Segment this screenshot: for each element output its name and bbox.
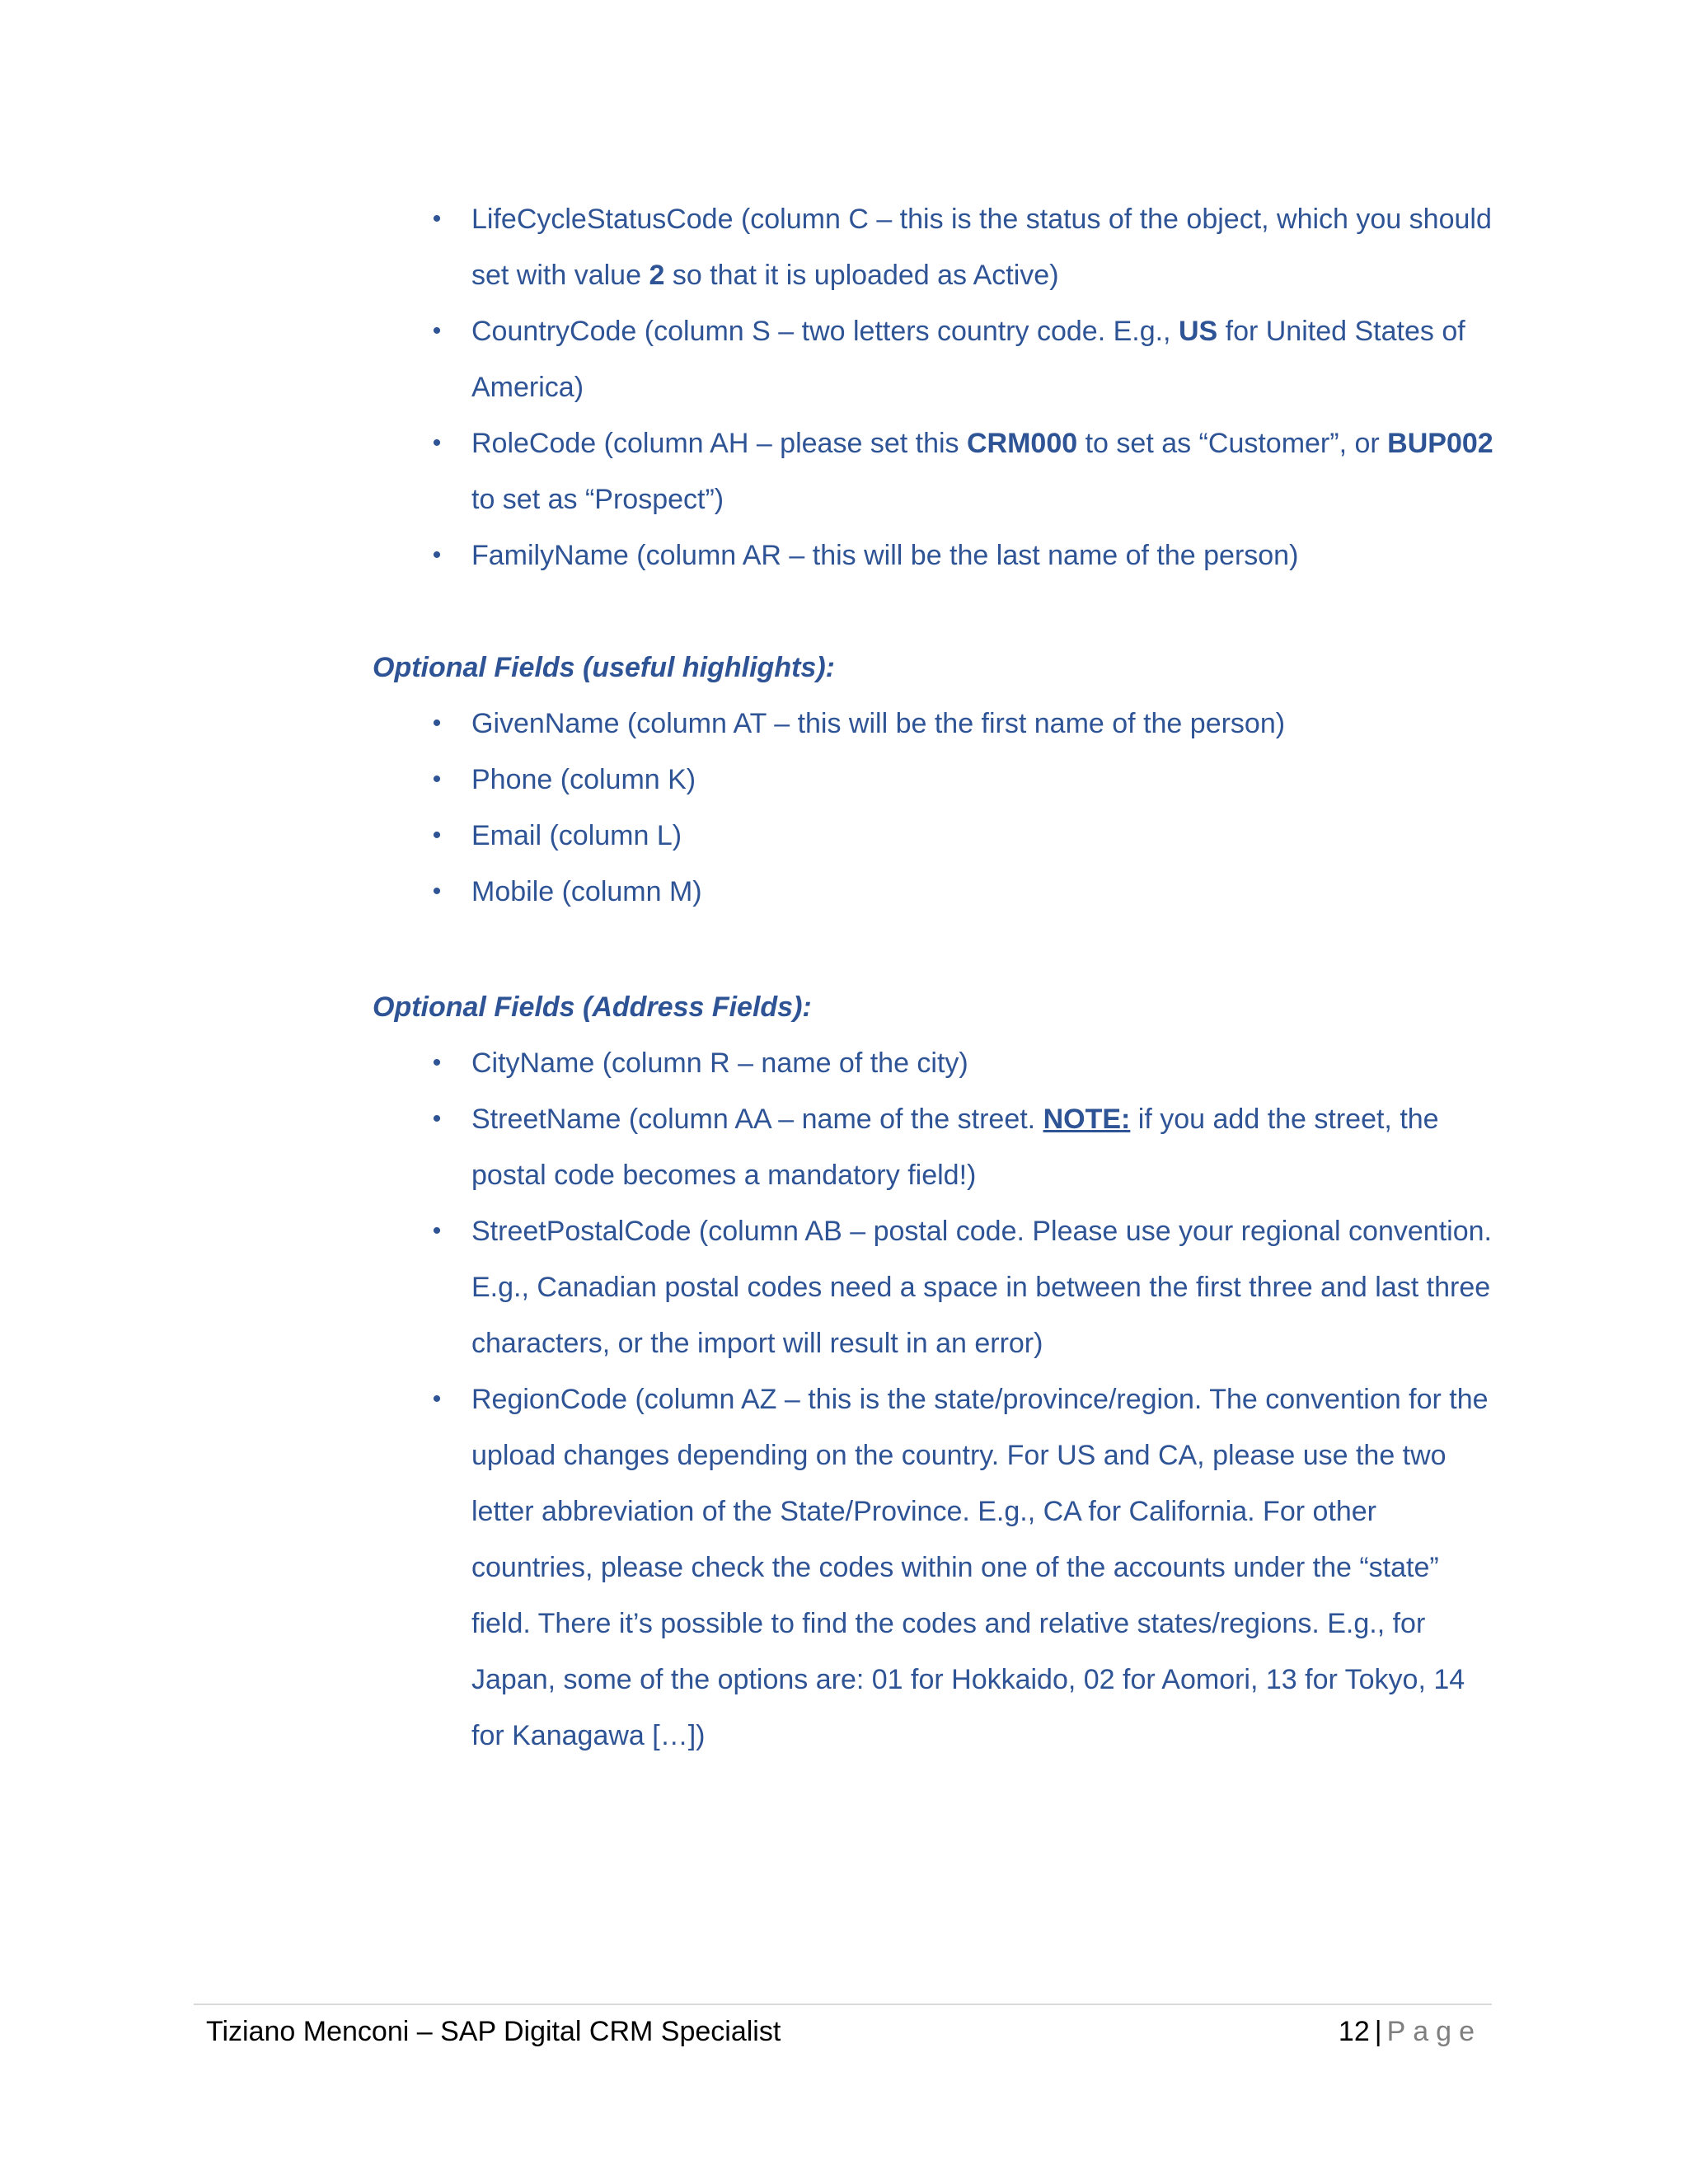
list-item [371, 527, 1500, 583]
optional-highlights-list [371, 696, 1500, 920]
item-text: Mobile (column M) [471, 876, 702, 907]
note-label: NOTE: [1043, 1104, 1131, 1135]
item-text: FamilyName (column AR – this will be the last name of the person) [471, 540, 1299, 571]
item-text: StreetPostalCode (column AB – postal code. Please use your regional convention. E.g., Canadian postal codes need a space in between the first three and last three characters, or the import will result in an error) [471, 1216, 1492, 1359]
bold-value: 2 [649, 260, 665, 291]
required-fields-list [371, 191, 1500, 583]
bold-value: BUP002 [1387, 428, 1493, 459]
bullet-icon: • [432, 1105, 442, 1132]
bullet-icon: • [432, 429, 442, 457]
bullet-icon: • [432, 822, 442, 849]
item-text: Email (column L) [471, 820, 682, 851]
bullet-icon: • [432, 710, 442, 737]
item-text: Phone (column K) [471, 764, 696, 795]
list-item [371, 808, 1500, 864]
optional-fields-highlights-heading: Optional Fields (useful highlights): [373, 652, 835, 683]
item-text: GivenName (column AT – this will be the first name of the person) [471, 708, 1286, 739]
item-text: StreetName (column AA – name of the street. [471, 1104, 1043, 1135]
list-item [371, 303, 1500, 415]
item-text: RegionCode (column AZ – this is the state/province/region. The convention for the upload changes depending on the country. For US and CA, please use the two letter abbreviation of the State/Province. E.g., CA for California. For other countries, please check the codes within one of the accounts under the “state” field. There it’s possible to find the codes and relative states/regions. E.g., for Japan, some of the options are: 01 for Hokkaido, 02 for Aomori, 13 for Tokyo, 14 for Kanagawa […]) [471, 1384, 1489, 1751]
bullet-icon: • [432, 1217, 442, 1244]
item-text: so that it is uploaded as Active) [664, 260, 1059, 291]
list-item [371, 864, 1500, 920]
bullet-icon: • [432, 541, 442, 569]
list-item [371, 1371, 1500, 1764]
page-footer [194, 2004, 1492, 2047]
bullet-icon: • [432, 1049, 442, 1076]
page-separator: | [1374, 2016, 1382, 2047]
list-item [371, 1091, 1500, 1203]
bullet-icon: • [432, 317, 442, 344]
bullet-icon: • [432, 766, 442, 793]
item-text: LifeCycleStatusCode (column C – this is the status of the object, which you should set with value [471, 204, 1492, 291]
item-text: RoleCode (column AH – please set this [471, 428, 967, 459]
page-word: Page [1386, 2016, 1482, 2047]
list-item [371, 415, 1500, 527]
footer-author: Tiziano Menconi – SAP Digital CRM Specialist [206, 2016, 781, 2047]
item-text: CountryCode (column S – two letters country code. E.g., [471, 316, 1179, 347]
list-item [371, 1203, 1500, 1371]
bold-value: CRM000 [966, 428, 1078, 459]
item-text: to set as “Prospect”) [471, 484, 724, 515]
item-text: if you add the street, the postal code becomes a mandatory field!) [471, 1104, 1439, 1191]
item-text: to set as “Customer”, or [1077, 428, 1388, 459]
list-item [371, 191, 1500, 303]
item-text: CityName (column R – name of the city) [471, 1047, 968, 1079]
item-text: for United States of America) [471, 316, 1465, 403]
footer-page-number [1339, 2012, 1482, 2051]
list-item [371, 1035, 1500, 1091]
list-item [371, 752, 1500, 808]
bullet-icon: • [432, 878, 442, 905]
bullet-icon: • [432, 1385, 442, 1413]
bold-value: US [1178, 316, 1218, 347]
bullet-icon: • [432, 205, 442, 232]
page-number: 12 [1338, 2016, 1370, 2047]
address-fields-list [371, 1035, 1500, 1764]
optional-fields-address-heading: Optional Fields (Address Fields): [373, 991, 812, 1023]
list-item [371, 696, 1500, 752]
